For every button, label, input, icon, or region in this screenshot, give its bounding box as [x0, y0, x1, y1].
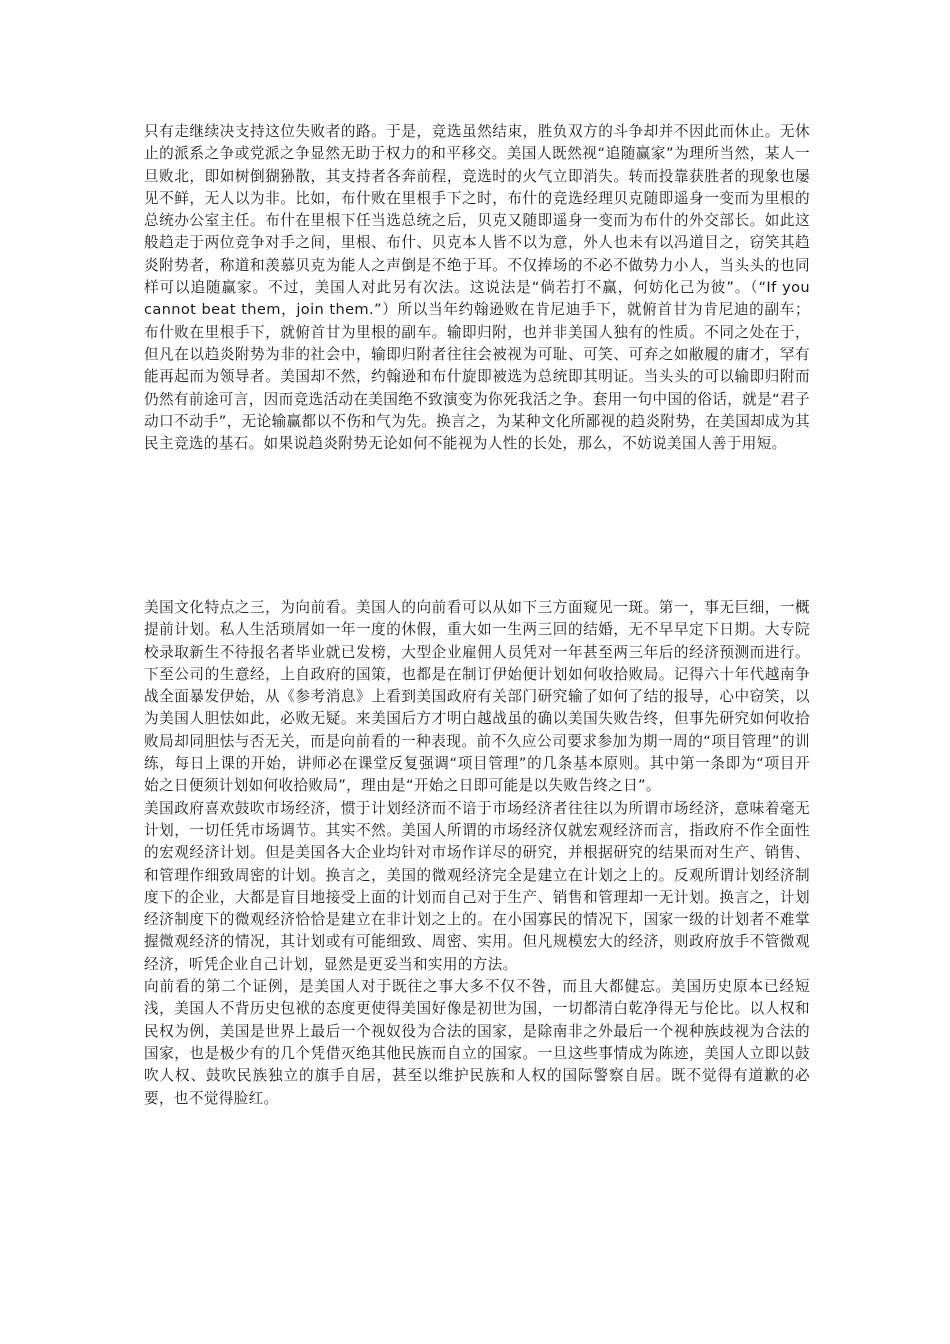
- paragraph: 向前看的第二个证例，是美国人对于既往之事大多不仅不咎，而且大都健忘。美国历史原本已经短浅，美国人不背历史包袱的态度更使得美国好像是初世为国，一切都清白乾净得无与伦比。以人权和民权为例，美国是世界上最后一个视奴役为合法的国家，是除南非之外最后一个视种族歧视为合法的国家，也是极少有的几个凭借灭绝其他民族而自立的国家。一旦这些事情成为陈迹，美国人立即以鼓吹人权、鼓吹民族独立的旗手自居，甚至以维护民族和人权的国际警察自居。既不觉得有道歉的必要，也不觉得脸红。: [144, 978, 810, 1107]
- paragraph: 美国文化特点之三，为向前看。美国人的向前看可以从如下三方面窥见一斑。第一，事无巨细，一概提前计划。私人生活琐屑如一年一度的休假，重大如一生两三回的结婚，无不早早定下日期。大专院校录取新生不待报名者毕业就已发榜，大型企业雇佣人员凭对一年甚至两三年后的经济预测而进行。下至公司的生意经，上自政府的国策，也都是在制订伊始便计划如何收拾败局。记得六十年代越南争战全面暴发伊始，从《参考消息》上看到美国政府有关部门研究输了如何了结的报导，心中窃笑，以为美国人胆怯如此，必败无疑。来美国后方才明白越战虽的确以美国失败告终，但事先研究如何收拾败局却同胆怯与否无关，而是向前看的一种表现。前不久应公司要求参加为期一周的“项目管理”的训练，每日上课的开始，讲师必在课堂反复强调“项目管理”的几条基本原则。其中第一条即为“项目开始之日便须计划如何收拾败局”，理由是“开始之日即可能是以失败告终之日”。: [144, 599, 810, 795]
- text-section-1: [144, 121, 810, 455]
- paragraph: 只有走继续决支持这位失败者的路。于是，竞选虽然结束，胜负双方的斗争却并不因此而休止。无休止的派系之争或党派之争显然无助于权力的和平移交。美国人既然视“追随赢家”为理所当然，某人一旦败北，即如树倒猢狲散，其支持者各奔前程，竞选时的火气立即消失。转而投靠获胜者的现象也屡见不鲜，无人以为非。比如，布什败在里根手下之时，布什的竞选经理贝克随即遥身一变而为里根的总统办公室主任。布什在里根下任当选总统之后，贝克又随即遥身一变而为布什的外交部长。如此这般趋走于两位竞争对手之间，里根、布什、贝克本人皆不以为意，外人也未有以冯道目之，窃笑其趋炎附势者，称道和羡慕贝克为能人之声倒是不绝于耳。不仅捧场的不必不做势力小人，当头头的也同样可以追随赢家。不过，美国人对此另有次法。这说法是“倘若打不赢，何妨化己为彼”。（“If you cannot beat them，join them.”）所以当年约翰逊败在肯尼迪手下，就俯首甘为肯尼迪的副车；布什败在里根手下，就俯首甘为里根的副车。输即归附，也并非美国人独有的性质。不同之处在于，但凡在以趋炎附势为非的社会中，输即归附者往往会被视为可耻、可笑、可弃之如敝履的庸才，罕有能再起而为领导者。美国却不然，约翰逊和布什旋即被选为总统即其明证。当头头的可以输即归附而仍然有前途可言，因而竞选活动在美国绝不致演变为你死我活之争。套用一句中国的俗话，就是“君子动口不动手”，无论输赢都以不伤和气为先。换言之，为某种文化所鄙视的趋炎附势，在美国却成为其民主竞选的基石。如果说趋炎附势无论如何不能视为人性的长处，那么，不妨说美国人善于用短。: [144, 123, 810, 453]
- text-section-2: [144, 597, 810, 1110]
- paragraph: 美国政府喜欢鼓吹市场经济，惯于计划经济而不谙于市场经济者往往以为所谓市场经济，意味着毫无计划，一切任凭市场调节。其实不然。美国人所谓的市场经济仅就宏观经济而言，指政府不作全面性的宏观经济计划。但是美国各大企业均针对市场作详尽的研究，并根据研究的结果而对生产、销售、和管理作细致周密的计划。换言之，美国的微观经济完全是建立在计划之上的。反观所谓计划经济制度下的企业，大都是盲目地接受上面的计划而自己对于生产、销售和管理却一无计划。换言之，计划经济制度下的微观经济恰恰是建立在非计划之上的。在小国寡民的情况下，国家一级的计划者不难掌握微观经济的情况，其计划或有可能细致、周密、实用。但凡规模宏大的经济，则政府放手不管微观经济，听凭企业自己计划，显然是更妥当和实用的方法。: [144, 799, 810, 973]
